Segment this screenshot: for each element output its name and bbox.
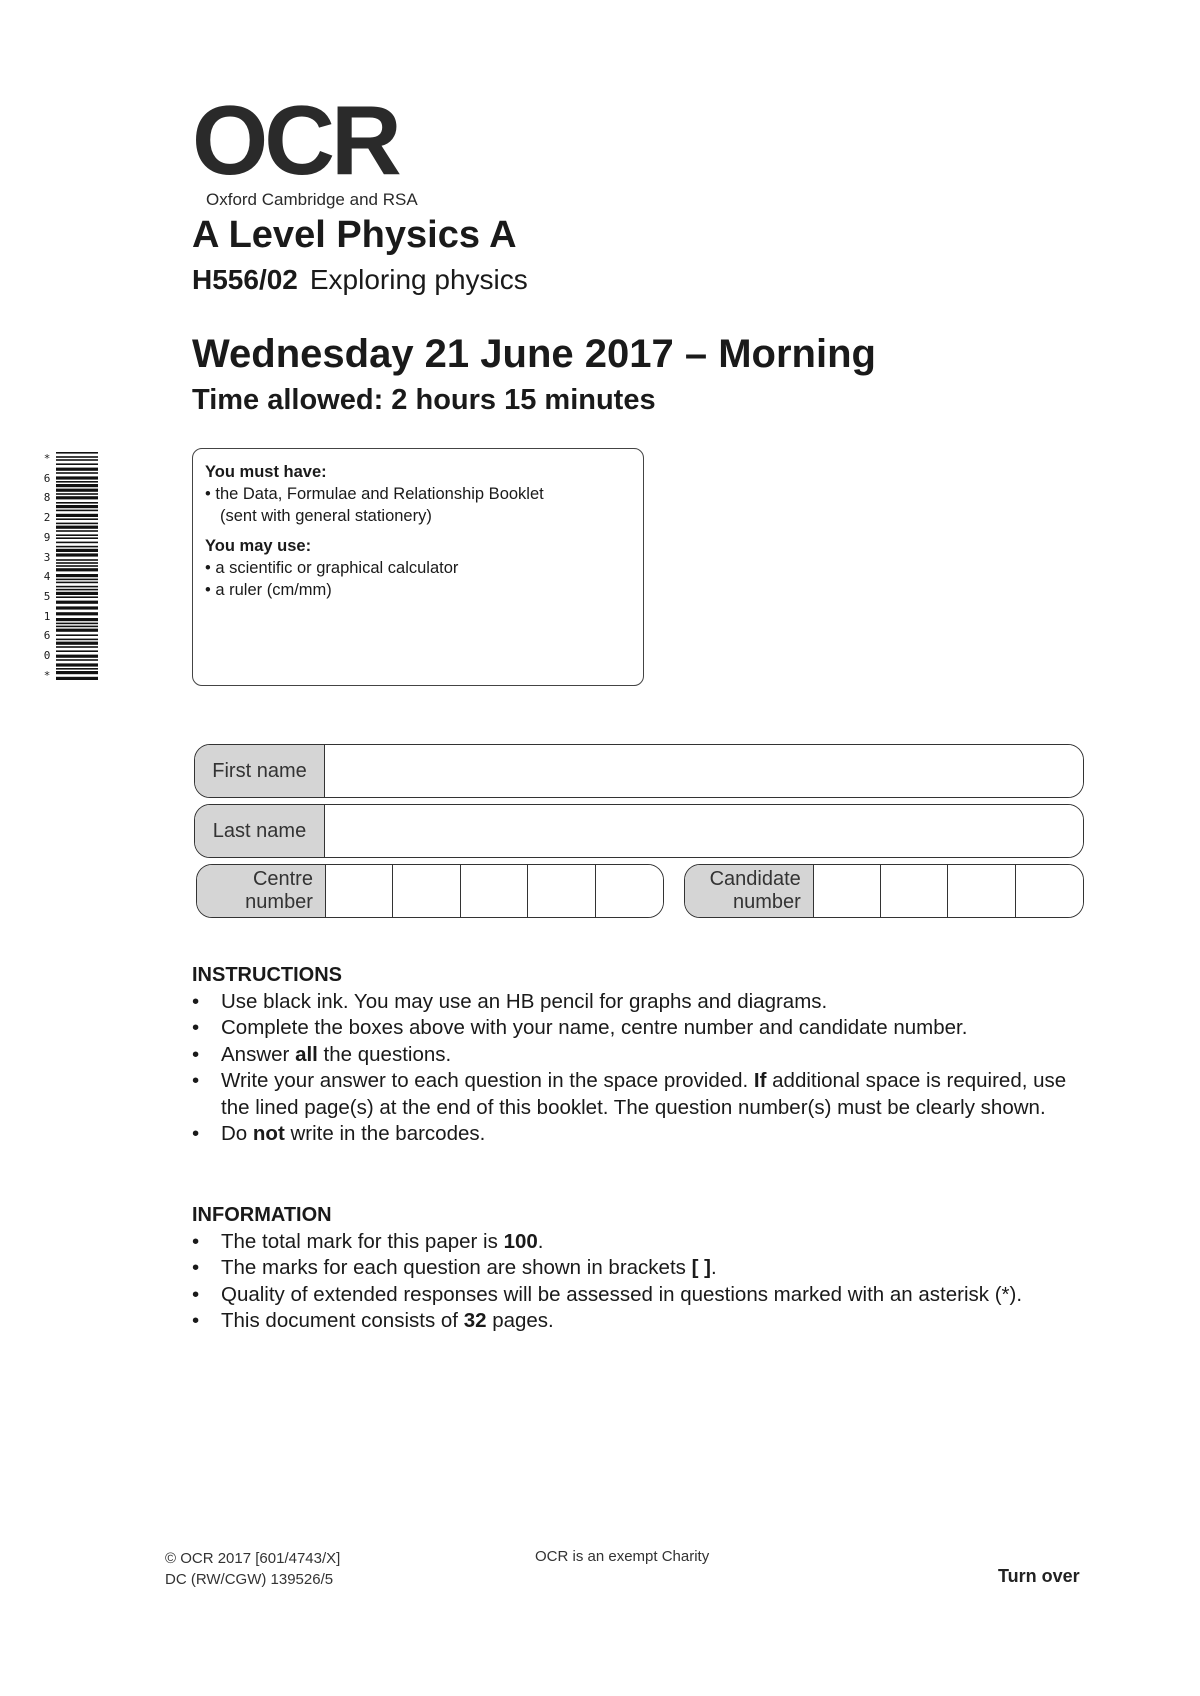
paper-code: H556/02 (192, 264, 298, 295)
barcode-bar (56, 659, 98, 661)
barcode-bar (56, 579, 98, 581)
charity-note: OCR is an exempt Charity (535, 1548, 710, 1565)
instruction-item: • Write your answer to each question in the space provided. If additional space is required, use the lined page(s) at the end of this booklet. The question number(s) must be clearly shown. (192, 1068, 1092, 1121)
logo-subtitle: Oxford Cambridge and RSA (206, 190, 418, 209)
centre-digit-box[interactable] (326, 865, 393, 917)
barcode-bar (56, 559, 98, 561)
logo-mark: OCR (192, 85, 398, 195)
copyright: © OCR 2017 [601/4743/X] (165, 1550, 341, 1567)
barcode-bar (56, 542, 98, 544)
barcode-bar (56, 493, 98, 495)
barcode-digit: * (43, 668, 51, 682)
barcode-bar (56, 596, 98, 598)
instruction-item: • Use black ink. You may use an HB pencil for graphs and diagrams. (192, 989, 1092, 1016)
barcode-bar (56, 601, 98, 604)
barcode-bar (56, 530, 98, 532)
centre-digit-box[interactable] (393, 865, 460, 917)
first-name-row (194, 744, 1084, 798)
barcode-bars (56, 452, 98, 682)
qualification-title: A Level Physics A (192, 214, 517, 256)
barcode-digits (40, 452, 54, 682)
information-item: • This document consists of 32 pages. (192, 1308, 1092, 1335)
must-have-item: • the Data, Formulae and Relationship Booklet (205, 485, 544, 503)
centre-number-group (196, 864, 664, 918)
barcode-bar (56, 618, 98, 621)
barcode-bar (56, 663, 98, 666)
centre-number-label-line2: number (245, 891, 313, 913)
barcode-bar (56, 468, 98, 471)
instruction-item: • Do not write in the barcodes. (192, 1121, 1092, 1148)
paper-name: Exploring physics (309, 264, 528, 295)
barcode-bar (56, 650, 98, 652)
barcode-bar (56, 484, 98, 487)
barcode-digit: 6 (43, 629, 51, 643)
barcode-bar (56, 612, 98, 615)
barcode-bar (56, 456, 98, 458)
time-allowed: Time allowed: 2 hours 15 minutes (192, 384, 656, 416)
candidate-number-label (685, 865, 814, 917)
last-name-row (194, 804, 1084, 858)
instruction-item: • Answer all the questions. (192, 1042, 1092, 1069)
barcode-digit: 6 (43, 471, 51, 485)
centre-digit-box[interactable] (461, 865, 528, 917)
barcode-bar (56, 526, 98, 529)
barcode-digit: 9 (43, 530, 51, 544)
barcode-bar (56, 568, 98, 571)
barcode-bar (56, 546, 98, 548)
paper-heading (192, 264, 528, 296)
must-have-item-cont: (sent with general stationery) (220, 507, 432, 525)
may-use-heading: You may use: (205, 537, 312, 555)
candidate-number-group (684, 864, 1084, 918)
barcode-bar (56, 518, 98, 520)
candidate-digit-box[interactable] (814, 865, 881, 917)
barcode-bar (56, 505, 98, 508)
barcode-digit: 3 (43, 550, 51, 564)
barcode-bar (56, 514, 98, 517)
information-section (192, 1202, 1092, 1335)
barcode-bar (56, 553, 98, 556)
barcode-bar (56, 562, 98, 564)
barcode-bar (56, 677, 98, 680)
last-name-label: Last name (195, 805, 325, 857)
barcode-digit: 1 (43, 609, 51, 623)
information-item: • The total mark for this paper is 100. (192, 1229, 1092, 1256)
exam-date: Wednesday 21 June 2017 – Morning (192, 332, 876, 376)
last-name-field[interactable] (325, 805, 1083, 857)
information-item: • The marks for each question are shown in brackets [ ]. (192, 1255, 1092, 1282)
candidate-number-label-line2: number (732, 891, 801, 913)
information-heading: INFORMATION (192, 1204, 332, 1226)
barcode-bar (56, 459, 98, 461)
barcode-bar (56, 629, 98, 632)
barcode-bar (56, 606, 98, 609)
barcode-bar (56, 496, 98, 499)
document-reference: DC (RW/CGW) 139526/5 (165, 1571, 334, 1588)
centre-digit-box[interactable] (596, 865, 663, 917)
barcode-bar (56, 574, 98, 577)
barcode-bar (56, 592, 98, 595)
barcode-bar (56, 472, 98, 474)
barcode-bar (56, 463, 98, 465)
barcode-bar (56, 671, 98, 674)
barcode-digit: 5 (43, 590, 51, 604)
instructions-heading: INSTRUCTIONS (192, 964, 342, 986)
barcode-bar (56, 634, 98, 636)
candidate-digit-box[interactable] (1016, 865, 1083, 917)
barcode-bar (56, 623, 98, 625)
barcode-bar (56, 476, 98, 479)
barcode-bar (56, 626, 98, 628)
must-have-heading: You must have: (205, 463, 327, 481)
barcode-digit: 2 (43, 511, 51, 525)
barcode-bar (56, 642, 98, 645)
may-use-item: • a ruler (cm/mm) (205, 581, 332, 599)
barcode-bar (56, 502, 98, 504)
barcode-digit: * (43, 452, 51, 465)
barcode-bar (56, 534, 98, 536)
barcode-bar (56, 639, 98, 641)
barcode-digit: 0 (43, 649, 51, 663)
first-name-field[interactable] (325, 745, 1083, 797)
barcode-bar (56, 549, 98, 552)
barcode-digit: 4 (43, 570, 51, 584)
candidate-digit-box[interactable] (881, 865, 948, 917)
barcode-bar (56, 586, 98, 588)
candidate-digit-box[interactable] (948, 865, 1015, 917)
first-name-label: First name (195, 745, 325, 797)
centre-digit-box[interactable] (528, 865, 595, 917)
barcode-bar (56, 537, 98, 539)
footer-left (165, 1548, 340, 1590)
instruction-item: • Complete the boxes above with your name, centre number and candidate number. (192, 1015, 1092, 1042)
barcode-bar (56, 452, 98, 454)
barcode-bar (56, 668, 98, 670)
may-use-item: • a scientific or graphical calculator (205, 559, 459, 577)
barcode-bar (56, 589, 98, 591)
barcode-bar (56, 481, 98, 483)
barcode-digit: 8 (43, 491, 51, 505)
barcode (40, 452, 100, 682)
barcode-bar (56, 565, 98, 567)
information-item: • Quality of extended responses will be assessed in questions marked with an asterisk (*). (192, 1282, 1092, 1309)
requirements-box (192, 448, 644, 686)
candidate-number-label-line1: Candidate (709, 868, 801, 890)
turn-over: Turn over (998, 1566, 1080, 1586)
barcode-bar (56, 646, 98, 648)
barcode-bar (56, 582, 98, 584)
barcode-bar (56, 655, 98, 658)
instructions-section (192, 962, 1092, 1148)
barcode-bar (56, 489, 98, 492)
centre-number-label-line1: Centre (252, 868, 313, 890)
barcode-bar (56, 523, 98, 525)
centre-number-label (197, 865, 326, 917)
ocr-logo (192, 85, 452, 209)
barcode-bar (56, 510, 98, 512)
